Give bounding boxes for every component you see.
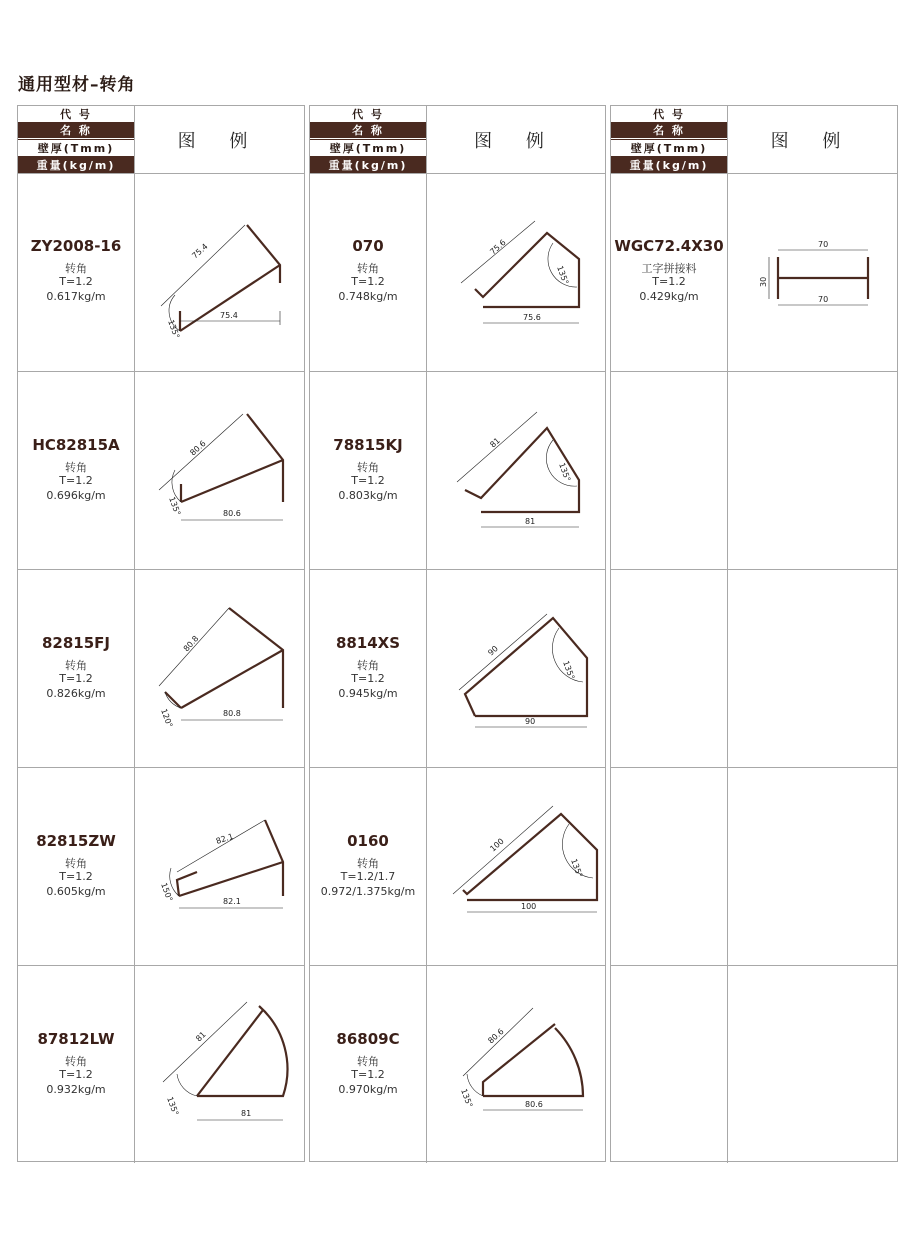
profile-figure [135,966,304,1163]
profile-figure [135,173,304,371]
profile-info [18,966,135,1163]
table-row [310,569,605,767]
profile-weight: 0.617kg/m [46,290,106,303]
profile-code: 87812LW [37,1030,115,1048]
profile-info [310,173,427,371]
angle-label: 135° [561,659,577,681]
profile-weight: 0.932kg/m [46,1083,106,1096]
angle-label: 135° [569,857,585,879]
table-row [310,965,605,1163]
page-title: 通用型材–转角 [18,75,136,95]
header-name: 名 称 [18,122,134,138]
profile-weight: 0.696kg/m [46,489,106,502]
header-label-column [611,106,728,173]
profile-thickness: T=1.2 [59,474,93,487]
profile-info [310,768,427,965]
profile-figure-empty [728,768,897,965]
profile-info [18,570,135,767]
header-weight: 重量(kg/m) [611,157,727,173]
profile-name: 转角 [65,461,87,474]
table-row [310,173,605,371]
profile-code: 82815FJ [41,634,110,652]
profile-figure-empty [728,372,897,569]
angle-label: 135° [167,495,183,517]
header-thickness: 壁厚(Tmm) [611,139,727,157]
profile-thickness: T=1.2 [59,870,93,883]
table-row [310,371,605,569]
dimension-label-a: 82.1 [214,831,235,846]
angle-label: 135° [557,461,573,483]
dimension-label-b: 80.8 [223,709,241,718]
profile-info [18,372,135,569]
profile-info [310,570,427,767]
profile-figure [135,372,304,569]
angle-label: 135° [165,1095,181,1117]
dimension-label-a: 81 [488,435,502,450]
profile-info-empty [611,768,728,965]
profile-info-empty [611,570,728,767]
profile-code: 78815KJ [333,436,403,454]
profile-weight: 0.803kg/m [338,489,398,502]
profile-thickness: T=1.2 [59,1068,93,1081]
header-label-column [18,106,135,173]
profile-info [18,173,135,371]
profile-figure [427,372,605,569]
dimension-label-a: 81 [194,1029,208,1044]
profile-weight: 0.605kg/m [46,885,106,898]
dimension-label-a: 75.4 [190,241,210,261]
table-header [310,106,605,174]
dimension-label-b: 81 [241,1109,252,1118]
dimension-label-b: 75.4 [220,311,238,320]
table-row [18,767,304,965]
profile-code: WGC72.4X30 [614,237,724,255]
table-header [611,106,897,174]
angle-label: 120° [159,707,175,729]
profile-figure-empty [728,966,897,1163]
profile-weight: 0.972/1.375kg/m [320,885,416,898]
dimension-label-bottom: 70 [818,295,829,304]
table-row [310,767,605,965]
header-weight: 重量(kg/m) [310,157,426,173]
profile-figure [135,768,304,965]
profile-name: 转角 [357,461,379,474]
profile-weight: 0.429kg/m [639,290,699,303]
dimension-label-a: 80.8 [181,634,201,654]
header-code: 代 号 [18,106,134,122]
profile-figure [427,173,605,371]
dimension-label-a: 80.6 [486,1026,506,1046]
profile-weight: 0.945kg/m [338,687,398,700]
table-row [611,371,897,569]
i-beam-profile-drawing [778,257,868,299]
header-code: 代 号 [611,106,727,122]
header-name: 名 称 [310,122,426,138]
dimension-label-b: 90 [525,717,536,726]
angle-label: 135° [555,264,571,286]
header-weight: 重量(kg/m) [18,157,134,173]
profile-figure-empty [728,570,897,767]
table-row [611,173,897,371]
profile-figure [427,966,605,1163]
header-legend: 图 例 [770,130,855,152]
table-row [18,173,304,371]
profile-name: 转角 [65,1055,87,1068]
dimension-label-a: 100 [488,836,506,854]
profile-figure [427,570,605,767]
header-thickness: 壁厚(Tmm) [310,139,426,157]
table-row [18,965,304,1163]
profile-figure [427,768,605,965]
header-legend: 图 例 [177,130,262,152]
header-name: 名 称 [611,122,727,138]
profile-figure [135,570,304,767]
header-legend: 图 例 [474,130,558,152]
profile-code: 86809C [336,1030,400,1048]
dimension-label-b: 80.6 [223,509,241,518]
angle-label: 150° [159,881,175,903]
profile-code: HC82815A [32,436,120,454]
profile-info-empty [611,966,728,1163]
profile-name: 转角 [357,857,379,870]
profile-thickness: T=1.2 [351,672,385,685]
profile-table-2 [309,105,606,1162]
angle-label: 135° [459,1087,475,1109]
profile-thickness: T=1.2 [351,275,385,288]
profile-info [310,372,427,569]
profile-name: 转角 [65,659,87,672]
header-code: 代 号 [310,106,426,122]
profile-weight: 0.748kg/m [338,290,398,303]
table-row [18,569,304,767]
profile-thickness: T=1.2 [59,275,93,288]
profile-info [310,966,427,1163]
dimension-label-top: 70 [818,240,829,249]
profile-weight: 0.970kg/m [338,1083,398,1096]
header-label-column [310,106,427,173]
header-thickness: 壁厚(Tmm) [18,139,134,157]
profile-code: 0160 [347,832,389,850]
profile-code: 8814XS [335,634,401,652]
dimension-label-b: 82.1 [223,897,241,906]
dimension-label-b: 80.6 [525,1100,543,1109]
corner-profile-drawing [197,1006,287,1096]
corner-profile-drawing [181,414,283,502]
profile-name: 转角 [357,1055,379,1068]
dimension-label-b: 75.6 [523,313,541,322]
profile-thickness: T=1.2 [652,275,686,288]
table-row [18,371,304,569]
corner-profile-drawing [165,608,283,708]
profile-weight: 0.826kg/m [46,687,106,700]
profile-info [611,173,728,371]
profile-info-empty [611,372,728,569]
dimension-label-height: 30 [759,276,768,287]
dimension-label-a: 80.6 [188,438,208,458]
profile-thickness: T=1.2 [59,672,93,685]
table-row [611,569,897,767]
profile-name: 工字拼接料 [641,262,697,275]
table-header [18,106,304,174]
profile-table-1 [17,105,305,1162]
profile-figure [728,173,897,371]
profile-thickness: T=1.2 [351,474,385,487]
profile-table-3 [610,105,898,1162]
profile-info [18,768,135,965]
dimension-label-a: 75.6 [488,237,508,257]
angle-label: 135° [166,318,182,340]
table-row [611,965,897,1163]
dimension-label-a: 90 [486,643,500,658]
profile-thickness: T=1.2/1.7 [340,870,396,883]
profile-code: ZY2008-16 [30,237,122,255]
profile-name: 转角 [65,262,87,275]
dimension-label-b: 81 [525,517,536,526]
profile-code: 82815ZW [36,832,116,850]
profile-thickness: T=1.2 [351,1068,385,1081]
dimension-label-b: 100 [521,902,537,911]
profile-code: 070 [352,237,384,255]
profile-name: 转角 [357,262,379,275]
table-row [611,767,897,965]
profile-name: 转角 [65,857,87,870]
profile-name: 转角 [357,659,379,672]
